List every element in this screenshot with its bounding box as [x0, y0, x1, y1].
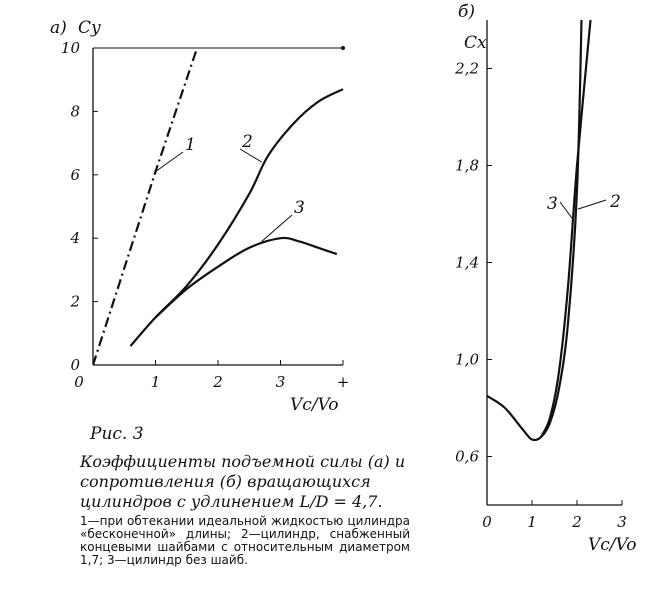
series-label-leader [156, 152, 184, 172]
panel-b [454, 2, 636, 555]
x-tick-label: 1 [150, 373, 161, 391]
y-tick-label: 1,0 [455, 350, 479, 369]
y-tick-label: 1,4 [455, 253, 479, 272]
x-tick-label: 0 [482, 513, 492, 531]
x-tick-label: 3 [617, 513, 627, 531]
series-label: 3 [547, 194, 558, 214]
series-line-3 [541, 20, 591, 437]
x-tick-label: 2 [572, 513, 582, 531]
y-tick-label: 8 [70, 102, 80, 121]
series-line-2 [131, 89, 344, 346]
y-tick-label: 6 [70, 165, 80, 184]
series-label-leader [578, 200, 606, 209]
y-tick-label: 4 [70, 229, 80, 248]
series-label-leader [560, 202, 573, 219]
series-label: 1 [185, 135, 196, 155]
panel-label: а) [50, 18, 67, 38]
y-axis-label: Cx [464, 33, 487, 53]
x-axis-label: Vc/Vo [290, 395, 339, 415]
x-tick-label: 2 [213, 373, 223, 391]
x-tick-label: 3 [275, 373, 286, 391]
figure-title: Коэффициенты подъемной силы (а) и сопротивления (б) вращающихся цилиндров с удлинением L/D = 4,7. [80, 452, 406, 511]
y-tick-label: 0 [70, 356, 80, 374]
figure-notes: 1—при обтекании идеальной жидкостью цилиндра «бесконечной» длины; 2—цилиндр, снабженный концевыми шайбами с относительным диаметром 1,7; 3—цилиндр без шайб. [80, 514, 410, 567]
y-tick-label: 2,2 [455, 59, 479, 78]
panel-a [50, 18, 349, 415]
series-label: 2 [610, 192, 621, 212]
x-axis-label: Vc/Vo [588, 535, 637, 555]
series-line-1 [93, 42, 199, 365]
corner-dot [341, 46, 345, 50]
panel-label: б) [458, 2, 476, 22]
x-tick-label: + [336, 373, 350, 391]
series-line-3 [156, 238, 337, 318]
caption [80, 424, 410, 567]
series-label: 2 [242, 132, 253, 152]
y-tick-label: 1,8 [455, 156, 479, 175]
series-label: 3 [294, 198, 305, 218]
y-tick-label: 0,6 [455, 447, 479, 466]
series-line-2 [487, 20, 582, 440]
figure-number: Рис. 3 [90, 424, 144, 444]
y-axis-label: Cy [78, 18, 101, 38]
y-tick-label: 10 [60, 39, 80, 57]
x-tick-label: 0 [74, 373, 84, 391]
y-tick-label: 2 [70, 292, 80, 311]
x-tick-label: 1 [527, 513, 537, 531]
